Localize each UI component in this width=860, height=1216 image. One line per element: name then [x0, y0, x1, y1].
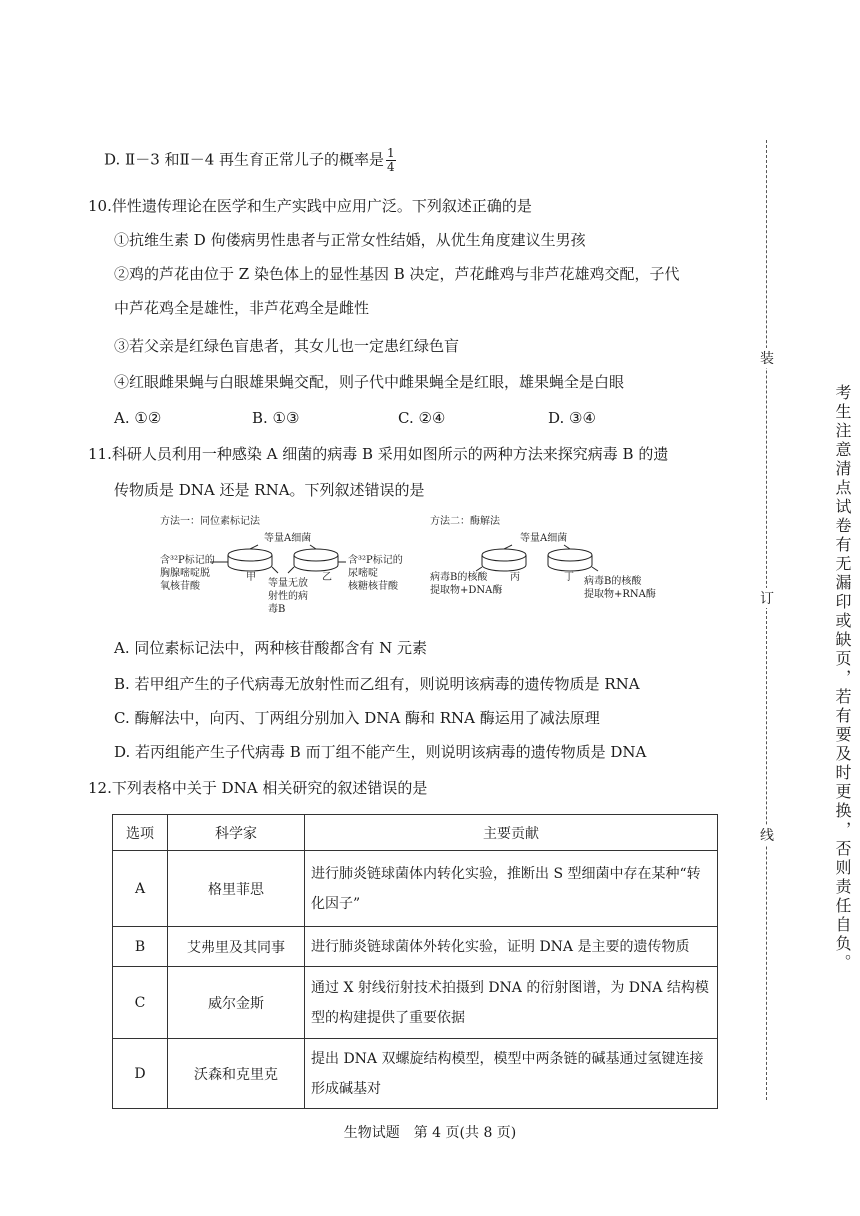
method1-middle-label [268, 577, 308, 616]
label-line: 病毒B的核酸 [430, 572, 488, 583]
q11-stem-line2: 传物质是 DNA 还是 RNA。下列叙述错误的是 [114, 481, 425, 499]
cell-scientist: 威尔金斯 [168, 967, 305, 1039]
binding-label-zhuang: 装 [758, 348, 776, 368]
cell-contribution: 进行肺炎链球菌体外转化实验，证明 DNA 是主要的遗传物质 [305, 927, 718, 967]
experiment-diagram [160, 515, 680, 625]
petri-dish-bing-top [482, 549, 526, 561]
table-row [113, 1039, 718, 1109]
label-line: 核糖核苷酸 [348, 581, 398, 592]
q10-item: ④红眼雌果蝇与白眼雄果蝇交配，则子代中雌果蝇全是红眼，雄果蝇全是白眼 [114, 373, 625, 391]
fraction-numerator: 1 [387, 146, 395, 160]
q12-stem: 12.下列表格中关于 DNA 相关研究的叙述错误的是 [88, 779, 428, 797]
label-line: 病毒B的核酸 [584, 576, 642, 587]
dish-label-jia: 甲 [246, 572, 256, 583]
middle-label-pointer [272, 567, 294, 573]
q9-option-d-text: D. Ⅱ－3 和Ⅱ－4 再生育正常儿子的概率是 [104, 150, 385, 169]
cell-option: D [113, 1039, 168, 1109]
page-footer: 生物试题 第 4 页(共 8 页) [343, 1125, 517, 1141]
petri-dish-yi-side [294, 555, 338, 571]
binding-label-ding: 订 [758, 588, 776, 608]
binding-label-xian: 线 [758, 825, 776, 845]
dish-label-yi: 乙 [322, 572, 332, 583]
header-scientist: 科学家 [168, 815, 305, 851]
q10-item: ②鸡的芦花由位于 Z 染色体上的显性基因 B 决定，芦花雌鸡与非芦花雄鸡交配，子代 [114, 265, 680, 283]
method2-title: 方法二：酶解法 [430, 516, 500, 527]
petri-dish-jia-top [228, 549, 272, 561]
table-row [113, 927, 718, 967]
cell-option: C [113, 967, 168, 1039]
candidate-notice: 考生注意清点试卷有无漏印或缺页，若有要及时更换，否则责任自负。 [833, 384, 852, 973]
header-option: 选项 [113, 815, 168, 851]
cell-contribution: 提出 DNA 双螺旋结构模型，模型中两条链的碱基通过氢键连接形成碱基对 [305, 1039, 718, 1109]
cell-option: A [113, 851, 168, 927]
q11-stem-line1: 11.科研人员利用一种感染 A 细菌的病毒 B 采用如图所示的两种方法来探究病毒 B 的遗 [88, 445, 669, 463]
petri-dish-bing-side [482, 555, 526, 571]
q10-option-d: D. ③④ [548, 409, 596, 427]
header-contribution: 主要贡献 [305, 815, 718, 851]
cell-option: B [113, 927, 168, 967]
label-line: 尿嘧啶 [348, 568, 378, 579]
cell-scientist: 沃森和克里克 [168, 1039, 305, 1109]
label-line: 毒B [268, 604, 286, 615]
right-label-pointer [592, 567, 598, 571]
q10-option-c: C. ②④ [398, 409, 446, 427]
q10-item: ①抗维生素 D 佝偻病男性患者与正常女性结婚，从优生角度建议生男孩 [114, 231, 586, 249]
experiment-figure [160, 515, 680, 625]
table-header-row [113, 815, 718, 851]
q9-option-d [104, 147, 396, 174]
dish-label-ding: 丁 [564, 572, 574, 583]
label-line: 含³²P标记的 [160, 555, 215, 566]
method1-title: 方法一：同位素标记法 [160, 516, 260, 527]
method2-left-label [430, 571, 502, 597]
cell-contribution: 进行肺炎链球菌体内转化实验，推断出 S 型细菌中存在某种“转化因子” [305, 851, 718, 927]
method1-top-label: 等量A细菌 [264, 533, 312, 544]
method2-top-label: 等量A细菌 [520, 533, 568, 544]
q11-option-a: A. 同位素标记法中，两种核苷酸都含有 N 元素 [114, 639, 428, 657]
label-line: 射性的病 [268, 591, 308, 602]
q10-option-a: A. ①② [114, 409, 162, 427]
cell-contribution: 通过 X 射线衍射技术拍摄到 DNA 的衍射图谱，为 DNA 结构模型的构建提供了重要依据 [305, 967, 718, 1039]
fraction [386, 147, 396, 174]
top-label-pointer [250, 545, 316, 549]
contribution-table [112, 814, 718, 1109]
label-line: 胸腺嘧啶脱 [160, 568, 210, 579]
petri-dish-yi-top [294, 549, 338, 561]
method1-left-label [160, 554, 215, 593]
cell-scientist: 艾弗里及其同事 [168, 927, 305, 967]
q10-option-b: B. ①③ [252, 409, 300, 427]
cell-scientist: 格里菲思 [168, 851, 305, 927]
fraction-denominator: 4 [387, 160, 395, 174]
label-line: 提取物+RNA酶 [584, 589, 656, 600]
q10-item: 中芦花鸡全是雄性，非芦花鸡全是雌性 [114, 299, 370, 317]
label-line: 等量无放 [268, 578, 308, 589]
method2-right-label [584, 575, 656, 601]
petri-dish-ding-side [548, 555, 592, 571]
dish-label-bing: 丙 [510, 572, 520, 583]
q11-option-d: D. 若丙组能产生子代病毒 B 而丁组不能产生，则说明该病毒的遗传物质是 DNA [114, 743, 647, 761]
petri-dish-jia-side [228, 555, 272, 571]
method1-right-label [348, 554, 403, 593]
binding-cut-line [766, 140, 767, 1100]
top-label-pointer [504, 545, 570, 549]
q10-stem: 10.伴性遗传理论在医学和生产实践中应用广泛。下列叙述正确的是 [88, 197, 532, 215]
q11-option-c: C. 酶解法中，向丙、丁两组分别加入 DNA 酶和 RNA 酶运用了减法原理 [114, 709, 600, 727]
q11-option-b: B. 若甲组产生的子代病毒无放射性而乙组有，则说明该病毒的遗传物质是 RNA [114, 675, 640, 693]
q10-item: ③若父亲是红绿色盲患者，其女儿也一定患红绿色盲 [114, 337, 460, 355]
label-line: 氧核苷酸 [160, 581, 200, 592]
table-row [113, 851, 718, 927]
table-row [113, 967, 718, 1039]
petri-dish-ding-top [548, 549, 592, 561]
label-line: 含³²P标记的 [348, 555, 403, 566]
label-line: 提取物+DNA酶 [430, 585, 503, 596]
